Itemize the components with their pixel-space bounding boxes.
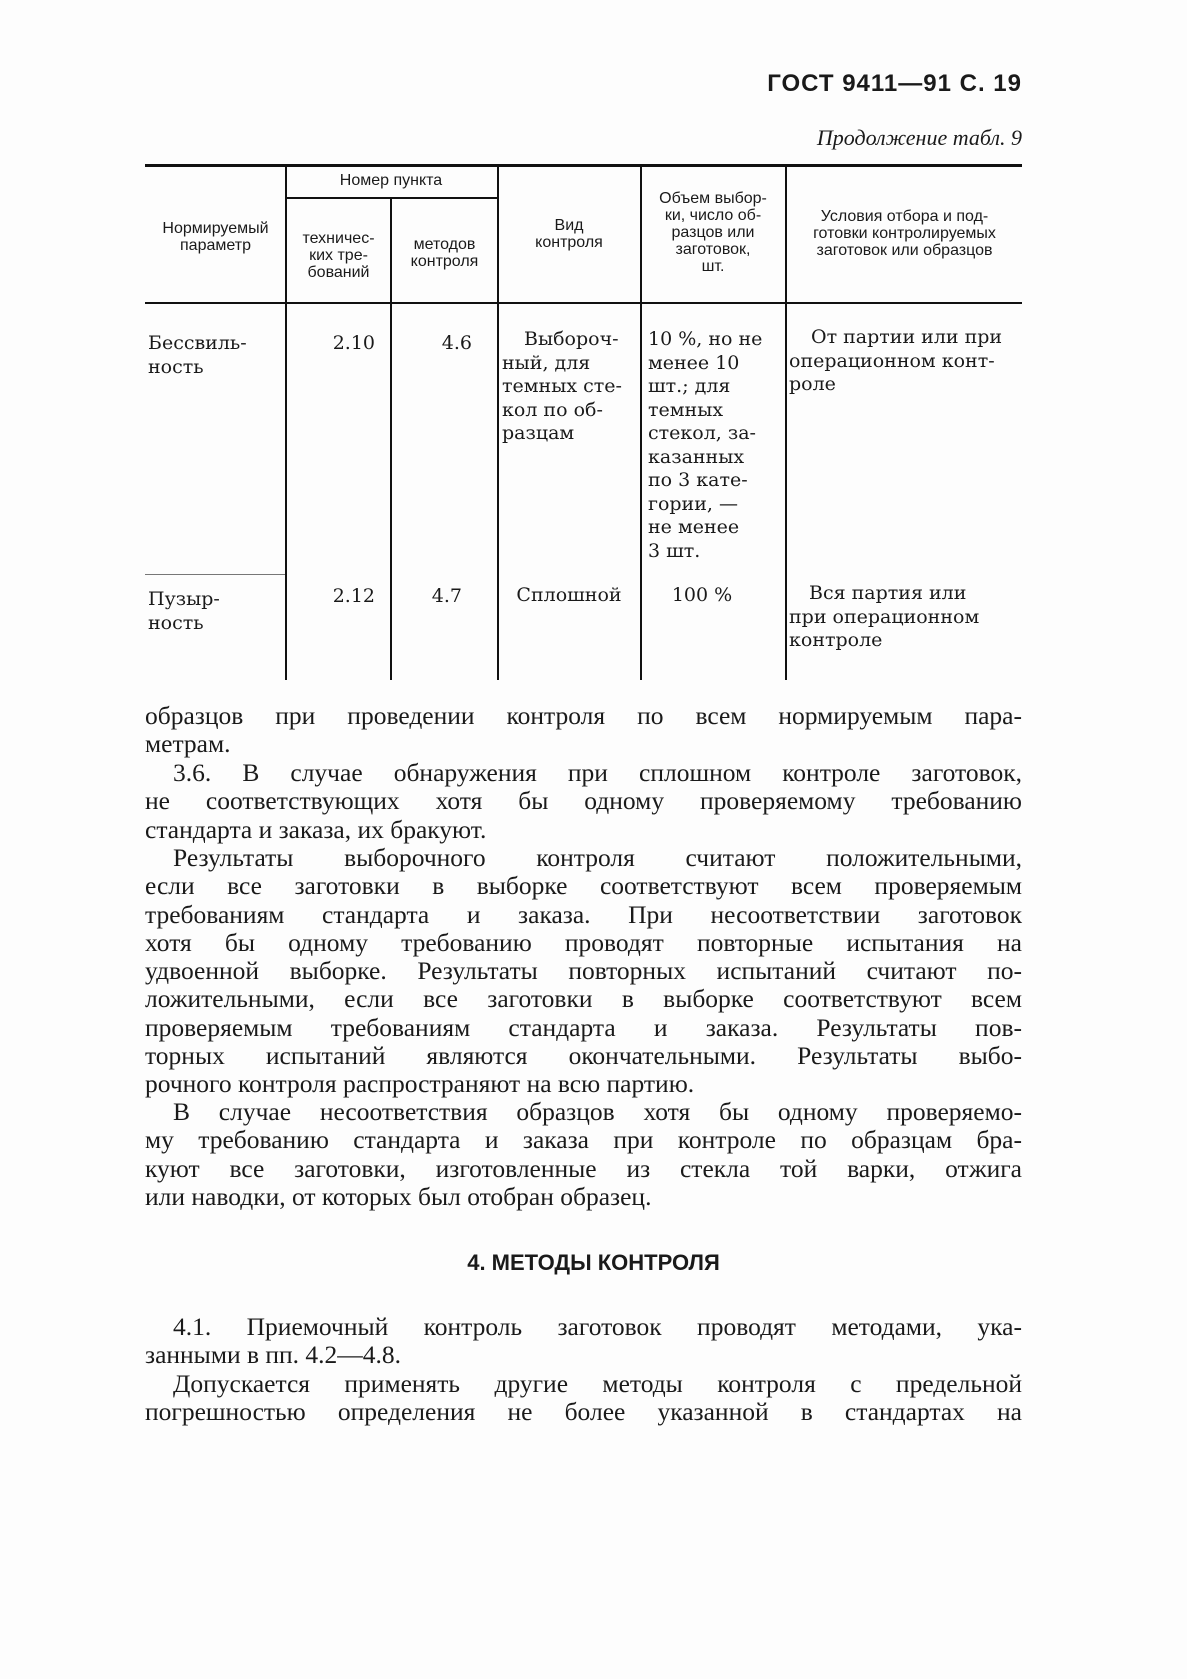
text-line: торных испытаний являются окончательными. Результаты выбо- (145, 1041, 1022, 1071)
section-heading: 4. МЕТОДЫ КОНТРОЛЯ (467, 1250, 720, 1275)
header-bottom-rule (145, 302, 1022, 304)
cell-methods: 4.7 (431, 585, 462, 607)
cell-volume: 100 % (671, 584, 733, 606)
text-line: ложительными, если все заготовки в выборке соответствуют всем (145, 984, 1022, 1014)
text-line: занными в пп. 4.2—4.8. (145, 1340, 402, 1370)
header-param: Нормируемый параметр (162, 220, 269, 254)
text-line: му требованию стандарта и заказа при контроле по образцам бра- (145, 1125, 1022, 1155)
text-line: хотя бы одному требованию проводят повторные испытания на (145, 927, 1022, 957)
cell-volume: 10 %, но не менее 10 шт.; для темных стекол, за- казанных по 3 кате- гории, — не менее 3 шт. (648, 328, 763, 562)
table-top-rule (145, 164, 1022, 167)
paragraph (145, 1098, 1022, 1211)
header-type: Вид контроля (535, 217, 603, 251)
cell-type: Выбороч- ный, для темных сте- кол по об- разцам (502, 328, 622, 444)
text-line: 4.1. Приемочный контроль заготовок проводят методами, ука- (173, 1312, 1022, 1341)
row-divider (145, 574, 285, 575)
cell-type: Сплошной (516, 584, 622, 606)
text-line: В случае несоответствия образцов хотя бы одному проверяемо- (173, 1097, 1022, 1126)
text-line: рочного контроля распространяют на всю партию. (145, 1069, 695, 1099)
text-line: не соответствующих хотя бы одному проверяемому требованию (145, 786, 1022, 816)
cell-tech: 2.10 (332, 332, 375, 354)
header-conditions: Условия отбора и под- готовки контролируемых заготовок или образцов (813, 208, 996, 259)
text-line: метрам. (145, 729, 231, 759)
paragraph (145, 759, 1022, 844)
cell-methods: 4.6 (441, 332, 472, 354)
text-line: 3.6. В случае обнаружения при сплошном контроле заготовок, (173, 758, 1022, 787)
text-line: образцов при проведении контроля по всем нормируемым пара- (145, 701, 1022, 730)
text-line: куют все заготовки, изготовленные из стекла той варки, отжига (145, 1153, 1022, 1183)
paragraph (145, 1313, 1022, 1370)
text-line: удвоенной выборке. Результаты повторных испытаний считают по- (145, 956, 1022, 986)
cell-conditions: Вся партия или при операционном контроле (789, 582, 980, 651)
page-header: ГОСТ 9411—91 С. 19 (767, 70, 1022, 97)
header-methods: методов контроля (410, 236, 479, 270)
text-line: Результаты выборочного контроля считают положительными, (173, 843, 1022, 872)
table-continuation-label: Продолжение табл. 9 (816, 125, 1022, 150)
header-group: Номер пункта (339, 172, 443, 189)
text-line: если все заготовки в выборке соответствуют всем проверяемым (145, 871, 1022, 901)
cell-conditions: От партии или при операционном конт- роле (789, 326, 1003, 395)
cell-param: Пузыр- ность (148, 588, 220, 634)
text-line: требованиям стандарта и заказа. При несоответствии заготовок (145, 899, 1022, 929)
text-line: погрешностью определения не более указанной в стандартах на (145, 1397, 1022, 1427)
text-line: проверяемым требованиям стандарта и заказа. Результаты пов- (145, 1012, 1022, 1042)
text-line: или наводки, от которых был отобран образец. (145, 1181, 652, 1211)
cell-param: Бессвиль- ность (148, 332, 247, 378)
paragraph (145, 844, 1022, 1099)
paragraph (145, 702, 1022, 759)
text-line: стандарта и заказа, их бракуют. (145, 814, 487, 844)
header-tech: техничес- ких тре- бований (302, 230, 375, 281)
header-volume: Объем выбор- ки, число об- разцов или заготовок, шт. (659, 190, 767, 275)
paragraph (145, 1370, 1022, 1427)
text-line: Допускается применять другие методы контроля с предельной (173, 1369, 1022, 1398)
cell-tech: 2.12 (332, 585, 375, 607)
